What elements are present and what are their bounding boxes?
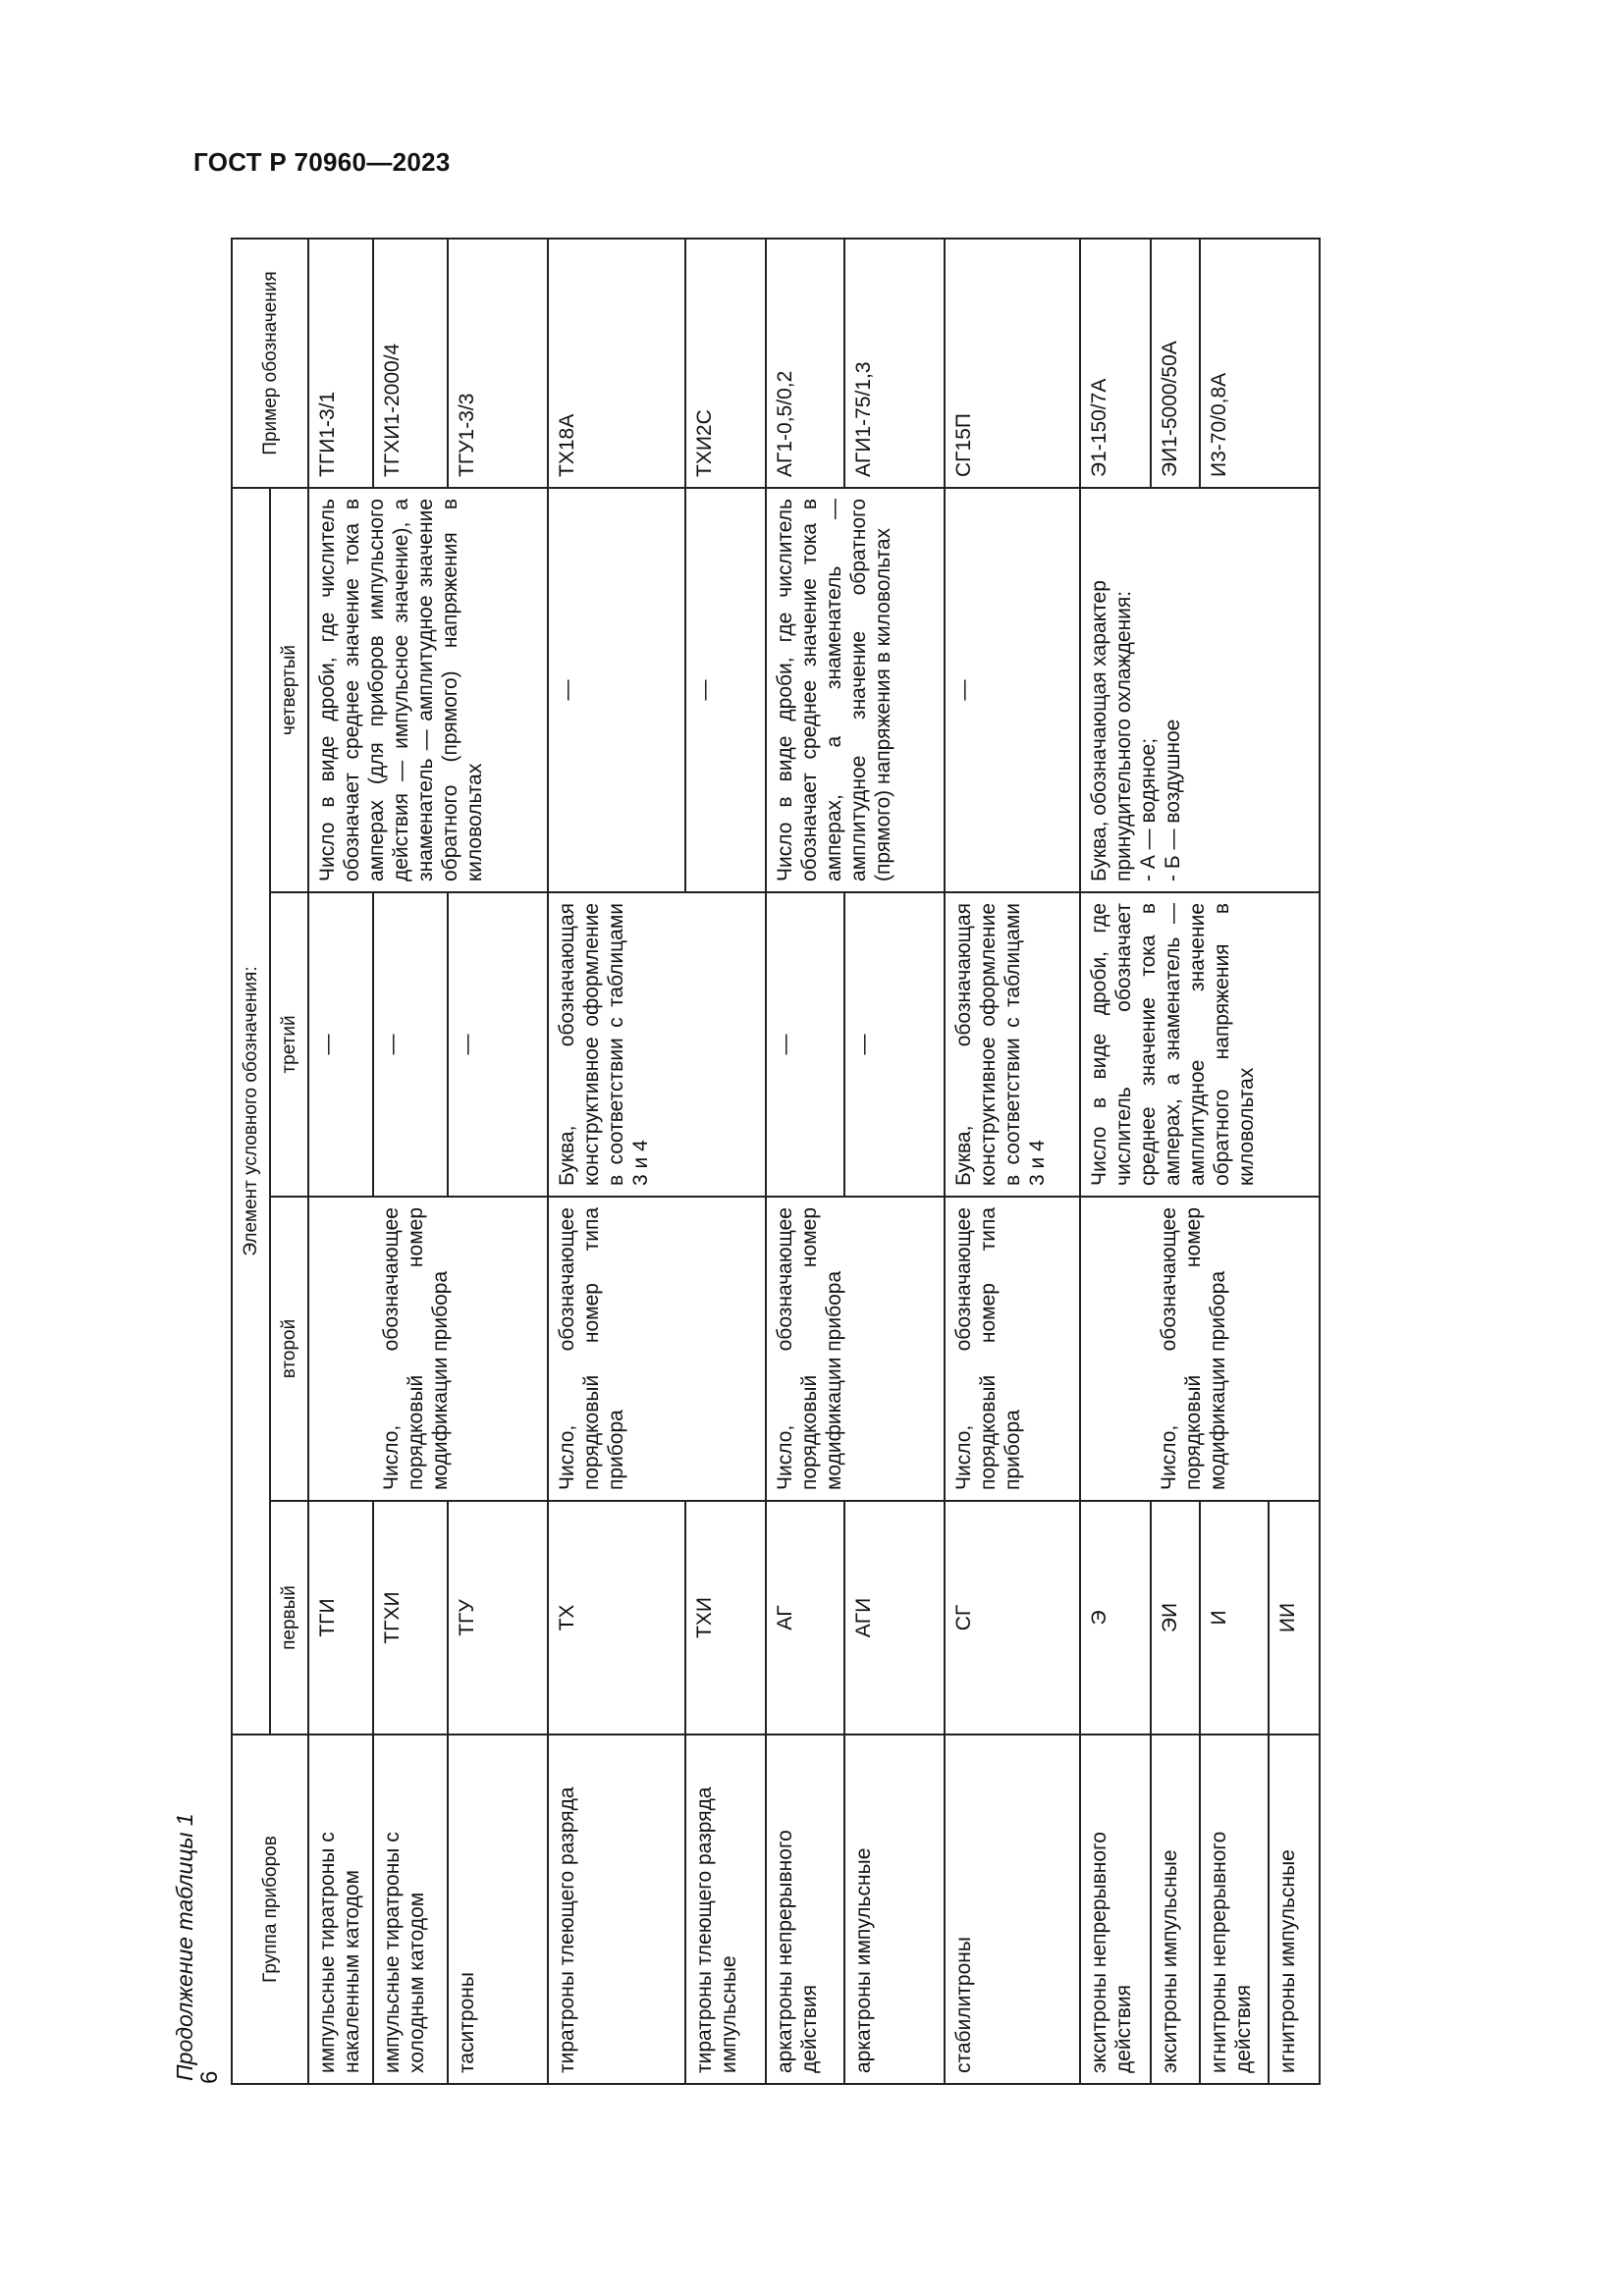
header-element: Элемент условного обозначения: (232, 488, 270, 1735)
cell-first: СГ (945, 1501, 1080, 1735)
cell-group: тиратроны тлеющего разряда (548, 1735, 685, 2084)
cell-third: — (448, 892, 548, 1197)
cell-first: ТХИ (685, 1501, 766, 1735)
cell-group: экситроны импульсные (1151, 1735, 1200, 2084)
cell-example: СГ15П (945, 239, 1080, 488)
cell-second-merged: Число, обозначающее порядковый номер модификации прибора (1151, 1197, 1320, 1501)
cell-first: И (1200, 1501, 1269, 1735)
cell-third: Буква, обозначающая конструктивное оформление в соответствии с таблицами 3 и 4 (945, 892, 1080, 1197)
cooling-option-a: - А — водяное; (1137, 737, 1160, 881)
table-row (1080, 239, 1151, 2084)
cell-second-empty (308, 1197, 373, 1501)
cell-second-merged: Число, обозначающее порядковый номер типа прибора (548, 1197, 766, 1501)
cell-group: тиратроны тлеющего разряда импульсные (685, 1735, 766, 2084)
cell-third-merged: Число в виде дроби, где числитель обозначает среднее значение тока в амперах, а знаменатель — амплитудное значение обратного напряжения в киловольтах (1080, 892, 1320, 1197)
cell-first: ТГИ (308, 1501, 373, 1735)
cell-group: игнитроны импульсные (1269, 1735, 1320, 2084)
cell-group: таситроны (448, 1735, 548, 2084)
designation-table (231, 238, 1321, 2085)
table-row (308, 239, 373, 2084)
page-number: 6 (196, 2070, 223, 2084)
cell-first: АГИ (844, 1501, 945, 1735)
header-first: первый (270, 1501, 308, 1735)
table-caption: Продолжение таблицы 1 (172, 1813, 197, 2081)
cell-example: ТГУ1-3/3 (448, 239, 548, 488)
cell-example: ТХ18А (548, 239, 685, 488)
cell-example: Э1-150/7А (1080, 239, 1151, 488)
cell-group: импульсные тиратроны с холодным катодом (373, 1735, 448, 2084)
cell-first: АГ (766, 1501, 844, 1735)
cell-group: экситроны непрерывного действия (1080, 1735, 1151, 2084)
cell-first: ТХ (548, 1501, 685, 1735)
cell-third: — (308, 892, 373, 1197)
cell-example: ТГИ1-3/1 (308, 239, 373, 488)
header-fourth: четвертый (270, 488, 308, 892)
table-row (766, 239, 844, 2084)
cell-group: аркатроны непрерывного действия (766, 1735, 844, 2084)
cell-second-merged: Число, обозначающее порядковый номер модификации прибора (373, 1197, 548, 1501)
header-third: третий (270, 892, 308, 1197)
cell-example: ТГХИ1-2000/4 (373, 239, 448, 488)
cell-third: — (844, 892, 945, 1197)
table-row (548, 239, 685, 2084)
cell-group: стабилитроны (945, 1735, 1080, 2084)
header-second: второй (270, 1197, 308, 1501)
cooling-option-b: - Б — воздушное (1162, 719, 1184, 881)
cell-second: Число, обозначающее порядковый номер типа прибора (945, 1197, 1080, 1501)
header-example: Пример обозначения (232, 239, 308, 488)
cell-group: импульсные тиратроны с накаленным катодом (308, 1735, 373, 2084)
cell-group: аркатроны импульсные (844, 1735, 945, 2084)
cell-example: ТХИ2С (685, 239, 766, 488)
cell-fourth-merged (1080, 488, 1320, 892)
cell-example: АГИ1-75/1,3 (844, 239, 945, 488)
cell-fourth-merged: Число в виде дроби, где числитель обозначает среднее значение тока в амперах (для приборов импульсного действия — импульсное значение), а знаменатель — амплитудное значение обратного (прямого) напряжения в киловольтах (308, 488, 548, 892)
cell-first: Э (1080, 1501, 1151, 1735)
header-group: Группа приборов (232, 1735, 308, 2084)
cell-third: — (373, 892, 448, 1197)
cell-first: ИИ (1269, 1501, 1320, 1735)
cell-second-merged: Число, обозначающее порядковый номер модификации прибора (766, 1197, 945, 1501)
document-code: ГОСТ Р 70960—2023 (193, 147, 451, 177)
cell-fourth: — (685, 488, 766, 892)
table-row (945, 239, 1080, 2084)
cell-third-merged: Буква, обозначающая конструктивное оформление в соответствии с таблицами 3 и 4 (548, 892, 766, 1197)
cell-example: ЭИ1-5000/50А (1151, 239, 1200, 488)
cell-group: игнитроны непрерывного действия (1200, 1735, 1269, 2084)
cell-first: ТГХИ (373, 1501, 448, 1735)
cooling-title: Буква, обозначающая характер принудительного охлаждения: (1088, 580, 1135, 881)
cell-first: ЭИ (1151, 1501, 1200, 1735)
cell-fourth: — (548, 488, 685, 892)
cell-fourth: — (945, 488, 1080, 892)
cell-third: — (766, 892, 844, 1197)
cell-second-empty (1080, 1197, 1151, 1501)
cell-example: И3-70/0,8А (1200, 239, 1320, 488)
header-row-top (232, 239, 270, 2084)
cell-example: АГ1-0,5/0,2 (766, 239, 844, 488)
cell-fourth-merged: Число в виде дроби, где числитель обозначает среднее значение тока в амперах, а знаменатель — амплитудное значение обратного (прямого) напряжения в киловольтах (766, 488, 945, 892)
cell-first: ТГУ (448, 1501, 548, 1735)
